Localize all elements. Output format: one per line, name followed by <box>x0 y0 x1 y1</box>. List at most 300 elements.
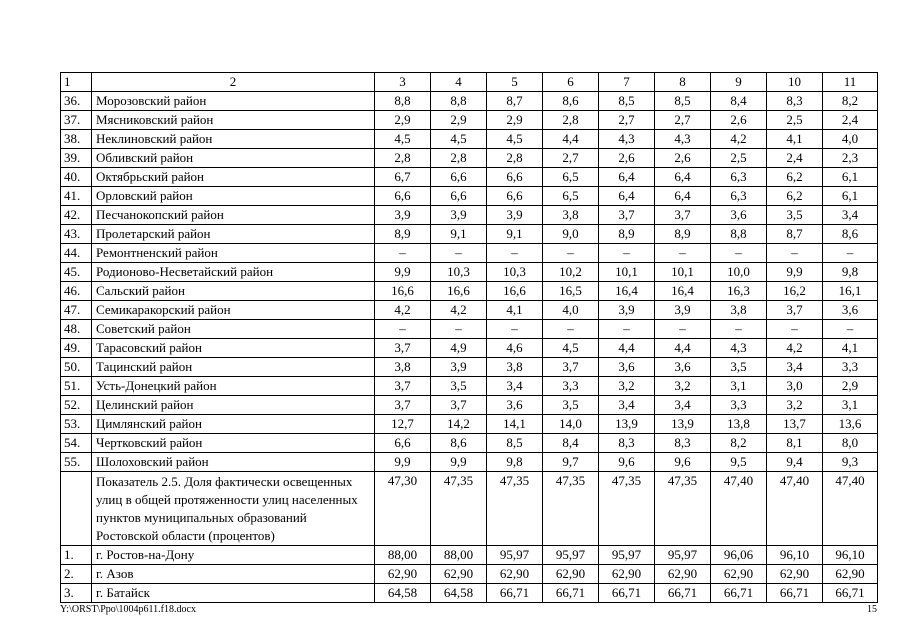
row-value: 3,9 <box>599 301 655 320</box>
row-value: 6,6 <box>431 187 487 206</box>
header-row <box>61 73 878 92</box>
row-name: Целинский район <box>92 396 375 415</box>
row-value: 3,8 <box>711 301 767 320</box>
row-number: 40. <box>61 168 92 187</box>
column-header: 6 <box>543 73 599 92</box>
row-value: 3,5 <box>543 396 599 415</box>
row-value: 88,00 <box>375 546 431 565</box>
row-value: 8,9 <box>655 225 711 244</box>
row-value: 95,97 <box>599 546 655 565</box>
row-number: 44. <box>61 244 92 263</box>
row-value: – <box>711 244 767 263</box>
row-value: 6,4 <box>599 168 655 187</box>
row-value: 16,6 <box>431 282 487 301</box>
row-value: 95,97 <box>487 546 543 565</box>
table-row <box>61 396 878 415</box>
row-value: 16,1 <box>823 282 878 301</box>
row-number: 54. <box>61 434 92 453</box>
row-value: 3,5 <box>431 377 487 396</box>
row-value: 64,58 <box>375 584 431 603</box>
row-value: 4,2 <box>711 130 767 149</box>
row-value: 8,7 <box>487 92 543 111</box>
row-value: 9,0 <box>543 225 599 244</box>
row-name: Показатель 2.5. Доля фактически освещенных улиц в общей протяженности улиц населенных пунктов муниципальных образований Ростовской области (процентов) <box>92 472 375 546</box>
row-value: – <box>431 244 487 263</box>
table-row <box>61 225 878 244</box>
row-number: 48. <box>61 320 92 339</box>
table-row <box>61 472 878 546</box>
row-value: 8,4 <box>543 434 599 453</box>
row-value: 3,4 <box>599 396 655 415</box>
row-value: 16,5 <box>543 282 599 301</box>
row-value: 13,9 <box>655 415 711 434</box>
row-value: 8,8 <box>375 92 431 111</box>
row-value: 47,35 <box>543 472 599 546</box>
row-value: 9,9 <box>431 453 487 472</box>
row-value: 6,4 <box>655 187 711 206</box>
row-value: 66,71 <box>711 584 767 603</box>
row-value: 4,0 <box>543 301 599 320</box>
row-value: 4,1 <box>767 130 823 149</box>
row-name: Семикаракорский район <box>92 301 375 320</box>
row-value: 3,5 <box>767 206 823 225</box>
row-value: 10,1 <box>599 263 655 282</box>
row-value: 3,9 <box>431 358 487 377</box>
row-value: 13,9 <box>599 415 655 434</box>
row-number: 52. <box>61 396 92 415</box>
row-value: 3,2 <box>767 396 823 415</box>
table-row <box>61 358 878 377</box>
row-value: 4,4 <box>655 339 711 358</box>
row-value: 6,6 <box>375 434 431 453</box>
row-value: 4,3 <box>711 339 767 358</box>
row-value: 4,3 <box>655 130 711 149</box>
row-value: 64,58 <box>431 584 487 603</box>
row-name: Октябрьский район <box>92 168 375 187</box>
row-value: – <box>543 244 599 263</box>
row-value: 2,5 <box>767 111 823 130</box>
row-name: Сальский район <box>92 282 375 301</box>
row-value: – <box>823 244 878 263</box>
table-row <box>61 187 878 206</box>
row-value: 66,71 <box>543 584 599 603</box>
row-name: г. Батайск <box>92 584 375 603</box>
row-name: г. Азов <box>92 565 375 584</box>
row-number: 42. <box>61 206 92 225</box>
row-value: 3,4 <box>767 358 823 377</box>
row-number: 51. <box>61 377 92 396</box>
row-value: 3,2 <box>599 377 655 396</box>
row-value: 9,5 <box>711 453 767 472</box>
row-value: 47,35 <box>599 472 655 546</box>
row-name: Цимлянский район <box>92 415 375 434</box>
row-value: 47,35 <box>431 472 487 546</box>
row-value: 95,97 <box>543 546 599 565</box>
row-value: 8,2 <box>823 92 878 111</box>
row-value: 3,9 <box>487 206 543 225</box>
row-value: 3,7 <box>767 301 823 320</box>
table-row <box>61 377 878 396</box>
row-value: 62,90 <box>543 565 599 584</box>
row-value: 2,9 <box>375 111 431 130</box>
table-row <box>61 301 878 320</box>
row-value: 8,7 <box>767 225 823 244</box>
row-number: 38. <box>61 130 92 149</box>
row-value: 66,71 <box>487 584 543 603</box>
row-name: Тацинский район <box>92 358 375 377</box>
row-value: 6,5 <box>543 168 599 187</box>
column-header: 10 <box>767 73 823 92</box>
row-value: 8,3 <box>767 92 823 111</box>
row-value: – <box>487 320 543 339</box>
row-number <box>61 472 92 546</box>
row-value: 3,6 <box>711 206 767 225</box>
row-number: 47. <box>61 301 92 320</box>
row-value: 8,5 <box>487 434 543 453</box>
row-value: 2,5 <box>711 149 767 168</box>
row-name: Обливский район <box>92 149 375 168</box>
row-value: 6,6 <box>487 168 543 187</box>
table-row <box>61 130 878 149</box>
row-value: 62,90 <box>767 565 823 584</box>
column-header: 8 <box>655 73 711 92</box>
row-name: Орловский район <box>92 187 375 206</box>
row-name: Тарасовский район <box>92 339 375 358</box>
row-value: 8,4 <box>711 92 767 111</box>
row-value: 4,0 <box>823 130 878 149</box>
table-row <box>61 320 878 339</box>
row-name: Усть-Донецкий район <box>92 377 375 396</box>
row-number: 53. <box>61 415 92 434</box>
row-value: 4,1 <box>487 301 543 320</box>
column-header: 5 <box>487 73 543 92</box>
table-row <box>61 263 878 282</box>
column-header: 7 <box>599 73 655 92</box>
row-value: 14,0 <box>543 415 599 434</box>
row-value: 6,6 <box>431 168 487 187</box>
row-value: 47,40 <box>823 472 878 546</box>
row-value: 6,7 <box>375 168 431 187</box>
row-number: 1. <box>61 546 92 565</box>
row-value: 9,4 <box>767 453 823 472</box>
table-row <box>61 149 878 168</box>
table-row <box>61 206 878 225</box>
column-header: 9 <box>711 73 767 92</box>
row-value: 3,8 <box>543 206 599 225</box>
table-row <box>61 584 878 603</box>
row-value: 13,7 <box>767 415 823 434</box>
row-value: 12,7 <box>375 415 431 434</box>
row-value: 62,90 <box>375 565 431 584</box>
row-name: Советский район <box>92 320 375 339</box>
row-value: 8,8 <box>711 225 767 244</box>
row-value: – <box>655 320 711 339</box>
row-value: 9,9 <box>767 263 823 282</box>
row-value: – <box>599 320 655 339</box>
row-value: 3,7 <box>655 206 711 225</box>
row-value: 62,90 <box>431 565 487 584</box>
row-value: 6,2 <box>767 187 823 206</box>
row-value: 16,3 <box>711 282 767 301</box>
row-value: 9,8 <box>487 453 543 472</box>
row-value: 96,10 <box>767 546 823 565</box>
row-value: 96,06 <box>711 546 767 565</box>
row-value: 6,4 <box>599 187 655 206</box>
row-value: 6,2 <box>767 168 823 187</box>
row-name: Пролетарский район <box>92 225 375 244</box>
row-value: 62,90 <box>711 565 767 584</box>
row-value: 3,5 <box>711 358 767 377</box>
row-value: 9,7 <box>543 453 599 472</box>
row-value: 14,2 <box>431 415 487 434</box>
row-value: 2,6 <box>711 111 767 130</box>
row-value: 8,6 <box>543 92 599 111</box>
row-value: 3,4 <box>655 396 711 415</box>
row-value: 47,30 <box>375 472 431 546</box>
row-value: 4,5 <box>543 339 599 358</box>
row-number: 45. <box>61 263 92 282</box>
row-value: 9,6 <box>655 453 711 472</box>
row-value: 4,5 <box>375 130 431 149</box>
row-value: 10,2 <box>543 263 599 282</box>
row-value: 47,35 <box>487 472 543 546</box>
row-value: 2,8 <box>487 149 543 168</box>
row-value: 66,71 <box>599 584 655 603</box>
row-number: 36. <box>61 92 92 111</box>
row-value: 6,6 <box>375 187 431 206</box>
row-value: 6,6 <box>487 187 543 206</box>
row-value: 3,3 <box>711 396 767 415</box>
row-value: – <box>543 320 599 339</box>
row-value: 3,2 <box>655 377 711 396</box>
row-value: 9,8 <box>823 263 878 282</box>
row-value: 2,4 <box>823 111 878 130</box>
column-header: 11 <box>823 73 878 92</box>
row-value: 4,5 <box>487 130 543 149</box>
row-value: 16,2 <box>767 282 823 301</box>
row-value: 9,9 <box>375 453 431 472</box>
row-value: 3,7 <box>375 377 431 396</box>
row-value: 62,90 <box>599 565 655 584</box>
row-value: – <box>431 320 487 339</box>
row-number: 2. <box>61 565 92 584</box>
row-value: 2,4 <box>767 149 823 168</box>
row-value: 9,1 <box>487 225 543 244</box>
row-value: 9,3 <box>823 453 878 472</box>
row-value: 66,71 <box>823 584 878 603</box>
row-value: 10,0 <box>711 263 767 282</box>
row-value: 8,5 <box>655 92 711 111</box>
row-value: 2,9 <box>487 111 543 130</box>
row-value: 2,6 <box>655 149 711 168</box>
row-value: 4,4 <box>599 339 655 358</box>
row-value: 2,8 <box>375 149 431 168</box>
row-value: 3,7 <box>543 358 599 377</box>
row-value: 3,7 <box>375 396 431 415</box>
row-value: 8,3 <box>655 434 711 453</box>
row-value: 8,1 <box>767 434 823 453</box>
table-row <box>61 339 878 358</box>
row-value: 3,6 <box>487 396 543 415</box>
row-number: 41. <box>61 187 92 206</box>
row-value: 47,35 <box>655 472 711 546</box>
row-number: 3. <box>61 584 92 603</box>
row-value: 3,7 <box>599 206 655 225</box>
row-value: – <box>655 244 711 263</box>
row-value: – <box>767 244 823 263</box>
row-value: 47,40 <box>711 472 767 546</box>
row-value: 2,9 <box>431 111 487 130</box>
row-value: 4,9 <box>431 339 487 358</box>
row-value: 8,6 <box>823 225 878 244</box>
row-name: Чертковский район <box>92 434 375 453</box>
row-value: 16,6 <box>487 282 543 301</box>
row-value: 3,3 <box>823 358 878 377</box>
row-value: 2,6 <box>599 149 655 168</box>
row-value: 2,7 <box>599 111 655 130</box>
row-value: 10,3 <box>487 263 543 282</box>
row-value: – <box>375 320 431 339</box>
row-value: 10,1 <box>655 263 711 282</box>
row-name: Морозовский район <box>92 92 375 111</box>
table-row <box>61 434 878 453</box>
row-value: 3,4 <box>487 377 543 396</box>
row-value: – <box>375 244 431 263</box>
row-value: 8,2 <box>711 434 767 453</box>
row-value: 62,90 <box>823 565 878 584</box>
row-value: 4,3 <box>599 130 655 149</box>
row-value: 6,1 <box>823 187 878 206</box>
row-number: 46. <box>61 282 92 301</box>
table-row <box>61 565 878 584</box>
row-value: 6,1 <box>823 168 878 187</box>
row-number: 37. <box>61 111 92 130</box>
row-value: 16,6 <box>375 282 431 301</box>
file-path: Y:\ORST\Ppo\1004p611.f18.docx <box>60 604 196 615</box>
row-value: 6,4 <box>655 168 711 187</box>
row-value: 8,3 <box>599 434 655 453</box>
row-value: 13,6 <box>823 415 878 434</box>
page-number: 15 <box>867 604 877 615</box>
row-value: – <box>599 244 655 263</box>
row-value: 3,1 <box>823 396 878 415</box>
row-name: Песчанокопский район <box>92 206 375 225</box>
table-row <box>61 111 878 130</box>
row-value: 2,8 <box>543 111 599 130</box>
row-value: 4,6 <box>487 339 543 358</box>
row-value: – <box>767 320 823 339</box>
data-table <box>60 72 878 603</box>
column-header: 3 <box>375 73 431 92</box>
table-row <box>61 92 878 111</box>
row-value: 6,3 <box>711 168 767 187</box>
row-number: 43. <box>61 225 92 244</box>
row-number: 49. <box>61 339 92 358</box>
row-value: 3,9 <box>655 301 711 320</box>
row-value: 88,00 <box>431 546 487 565</box>
row-value: 6,3 <box>711 187 767 206</box>
row-number: 50. <box>61 358 92 377</box>
row-name: г. Ростов-на-Дону <box>92 546 375 565</box>
row-value: 3,9 <box>431 206 487 225</box>
row-value: 3,6 <box>599 358 655 377</box>
row-value: 8,5 <box>599 92 655 111</box>
row-value: 8,9 <box>375 225 431 244</box>
row-value: 8,6 <box>431 434 487 453</box>
row-value: 8,0 <box>823 434 878 453</box>
row-value: 4,4 <box>543 130 599 149</box>
row-value: 4,1 <box>823 339 878 358</box>
row-value: 96,10 <box>823 546 878 565</box>
row-value: – <box>711 320 767 339</box>
row-value: 9,9 <box>375 263 431 282</box>
row-value: 62,90 <box>655 565 711 584</box>
row-value: 3,4 <box>823 206 878 225</box>
row-value: – <box>823 320 878 339</box>
row-value: 3,7 <box>375 339 431 358</box>
table-row <box>61 453 878 472</box>
row-value: 2,9 <box>823 377 878 396</box>
row-value: 3,7 <box>431 396 487 415</box>
row-name: Неклиновский район <box>92 130 375 149</box>
table-row <box>61 244 878 263</box>
row-value: 3,8 <box>375 358 431 377</box>
row-value: 4,2 <box>767 339 823 358</box>
row-value: 95,97 <box>655 546 711 565</box>
row-number: 55. <box>61 453 92 472</box>
column-header: 4 <box>431 73 487 92</box>
row-value: – <box>487 244 543 263</box>
row-value: 6,5 <box>543 187 599 206</box>
row-value: 3,0 <box>767 377 823 396</box>
table-row <box>61 546 878 565</box>
row-value: 16,4 <box>599 282 655 301</box>
row-value: 3,6 <box>823 301 878 320</box>
column-header: 1 <box>61 73 92 92</box>
row-value: 13,8 <box>711 415 767 434</box>
table-row <box>61 415 878 434</box>
row-name: Мясниковский район <box>92 111 375 130</box>
row-value: 3,3 <box>543 377 599 396</box>
row-value: 9,1 <box>431 225 487 244</box>
row-value: 2,3 <box>823 149 878 168</box>
row-value: 66,71 <box>655 584 711 603</box>
row-value: 14,1 <box>487 415 543 434</box>
row-value: 9,6 <box>599 453 655 472</box>
row-value: 2,7 <box>543 149 599 168</box>
row-value: 2,8 <box>431 149 487 168</box>
row-name: Родионово-Несветайский район <box>92 263 375 282</box>
row-value: 4,2 <box>431 301 487 320</box>
row-number: 39. <box>61 149 92 168</box>
row-value: 62,90 <box>487 565 543 584</box>
table-row <box>61 282 878 301</box>
row-value: 8,9 <box>599 225 655 244</box>
row-value: 3,1 <box>711 377 767 396</box>
row-value: 8,8 <box>431 92 487 111</box>
row-name: Ремонтненский район <box>92 244 375 263</box>
row-value: 66,71 <box>767 584 823 603</box>
row-value: 4,5 <box>431 130 487 149</box>
row-name: Шолоховский район <box>92 453 375 472</box>
column-header: 2 <box>92 73 375 92</box>
row-value: 2,7 <box>655 111 711 130</box>
row-value: 3,8 <box>487 358 543 377</box>
row-value: 3,6 <box>655 358 711 377</box>
row-value: 3,9 <box>375 206 431 225</box>
row-value: 47,40 <box>767 472 823 546</box>
row-value: 4,2 <box>375 301 431 320</box>
